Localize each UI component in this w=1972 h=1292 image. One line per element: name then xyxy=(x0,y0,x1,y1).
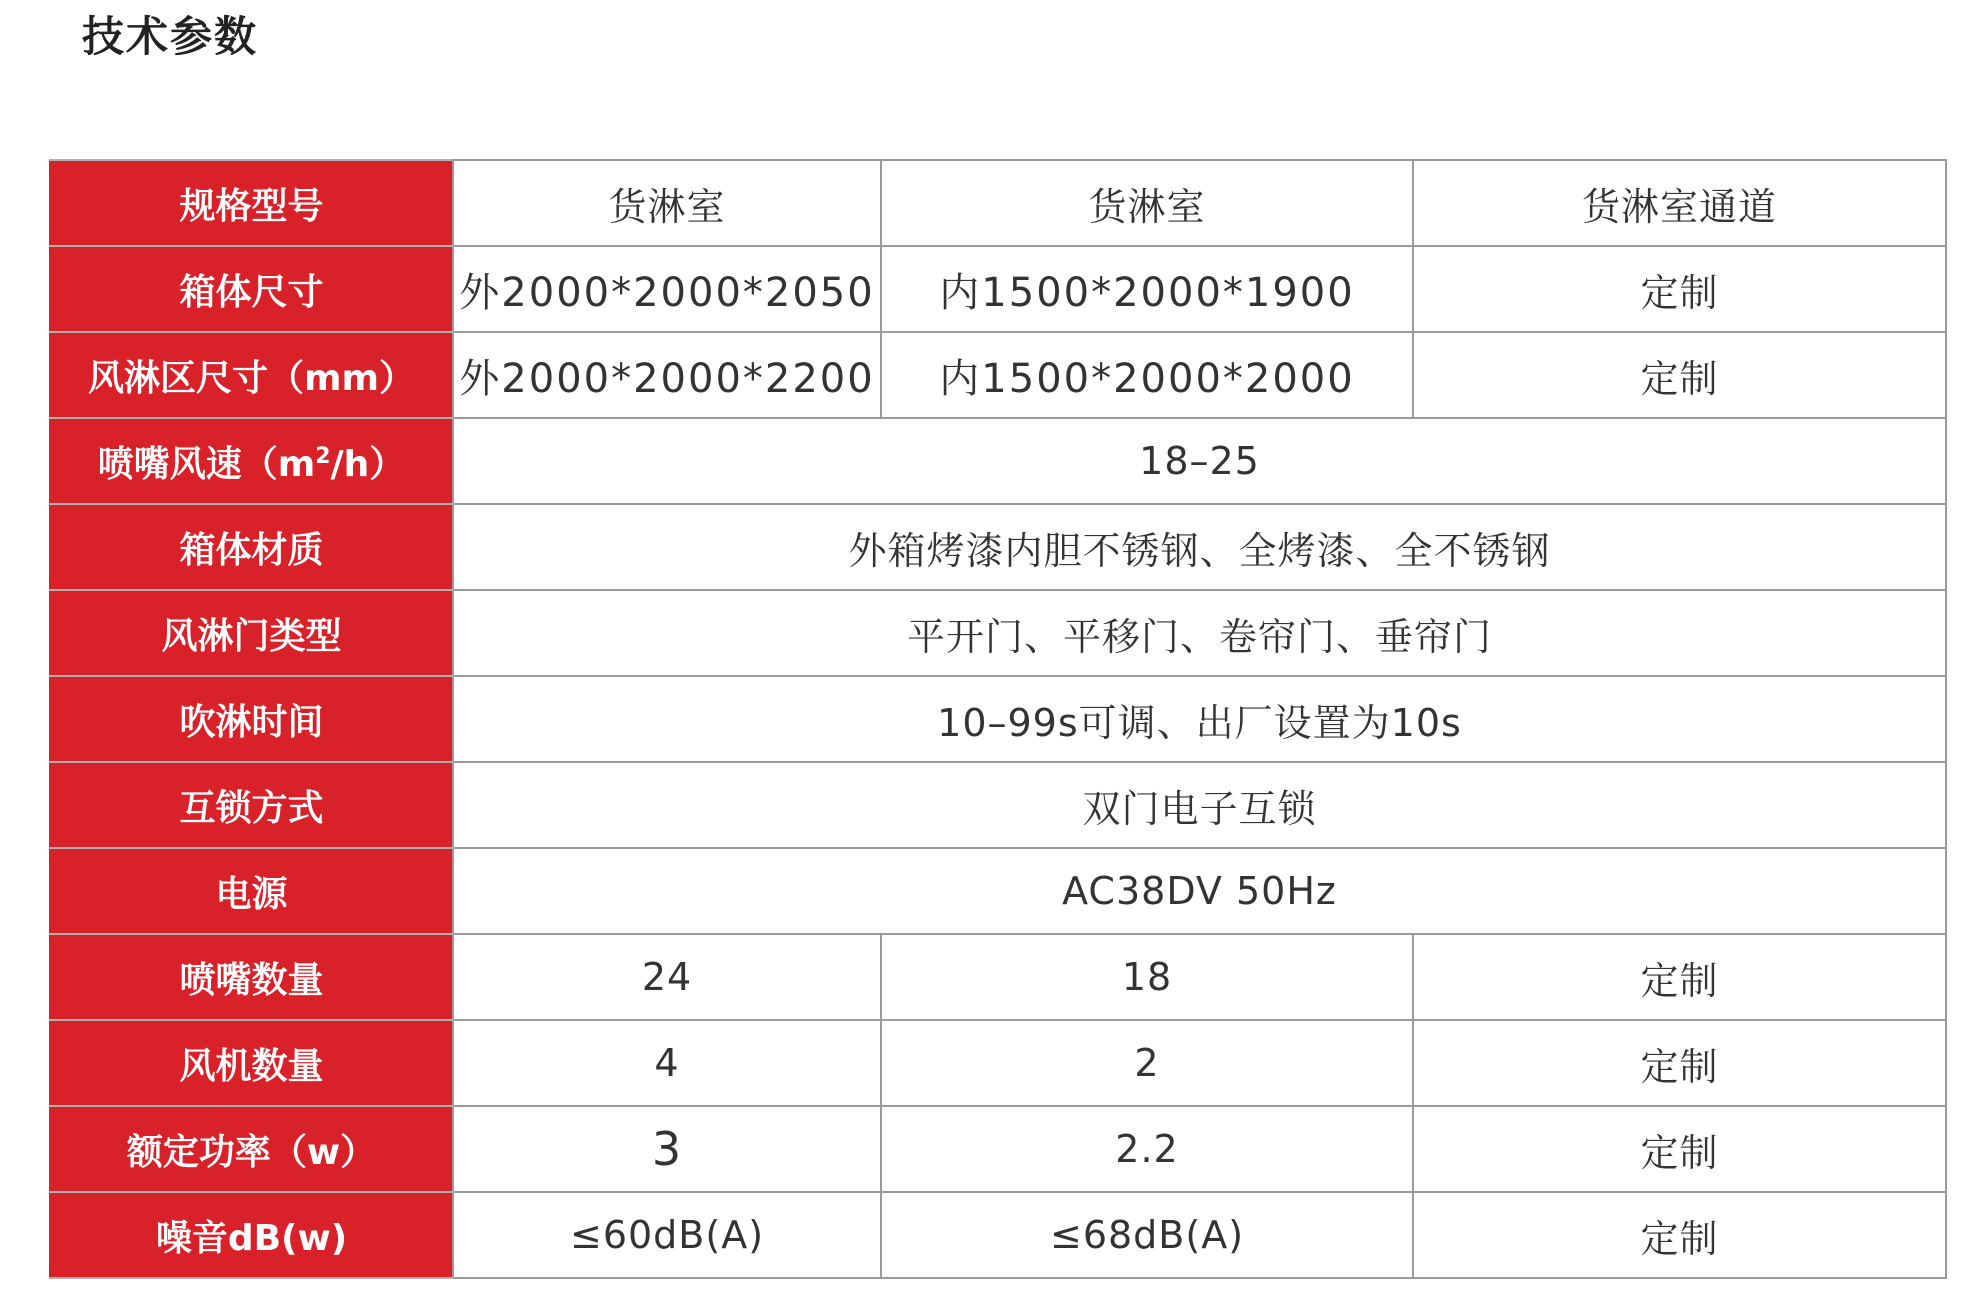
table-cell: 外2000*2000*2200 xyxy=(453,332,881,418)
table-cell: 4 xyxy=(453,1020,881,1106)
table-cell: 外箱烤漆内胆不锈钢、全烤漆、全不锈钢 xyxy=(453,504,1946,590)
table-cell: 货淋室 xyxy=(881,160,1413,246)
table-cell: AC38DV 50Hz xyxy=(453,848,1946,934)
row-label: 风机数量 xyxy=(50,1020,453,1106)
table-row-power-supply xyxy=(50,848,1946,934)
table-cell: 18–25 xyxy=(453,418,1946,504)
table-cell: 内1500*2000*2000 xyxy=(881,332,1413,418)
table-cell: 定制 xyxy=(1413,332,1946,418)
table-cell: 定制 xyxy=(1413,1106,1946,1192)
row-label: 箱体尺寸 xyxy=(50,246,453,332)
row-label: 噪音dB(w) xyxy=(50,1192,453,1278)
table-row-fan-count xyxy=(50,1020,1946,1106)
table-row-shower-size xyxy=(50,332,1946,418)
table-cell: 10–99s可调、出厂设置为10s xyxy=(453,676,1946,762)
table-row-shower-time xyxy=(50,676,1946,762)
table-cell: 货淋室通道 xyxy=(1413,160,1946,246)
table-cell: ≤60dB(A) xyxy=(453,1192,881,1278)
row-label: 喷嘴数量 xyxy=(50,934,453,1020)
label-superscript: 2 xyxy=(315,443,331,469)
table-row-rated-power xyxy=(50,1106,1946,1192)
table-row-noise xyxy=(50,1192,1946,1278)
label-text: 喷嘴风速（m xyxy=(97,443,316,485)
row-label: 电源 xyxy=(50,848,453,934)
table-cell: 3 xyxy=(453,1106,881,1192)
table-cell: 定制 xyxy=(1413,246,1946,332)
row-label: 额定功率（w） xyxy=(50,1106,453,1192)
row-label: 规格型号 xyxy=(50,160,453,246)
table-row-model xyxy=(50,160,1946,246)
table-row-material xyxy=(50,504,1946,590)
table-row-nozzle-speed xyxy=(50,418,1946,504)
table-cell: 货淋室 xyxy=(453,160,881,246)
table-cell: 18 xyxy=(881,934,1413,1020)
table-cell: 24 xyxy=(453,934,881,1020)
row-label xyxy=(50,418,453,504)
table-cell: 平开门、平移门、卷帘门、垂帘门 xyxy=(453,590,1946,676)
table-cell: 内1500*2000*1900 xyxy=(881,246,1413,332)
row-label: 吹淋时间 xyxy=(50,676,453,762)
table-row-interlock xyxy=(50,762,1946,848)
table-cell: 2 xyxy=(881,1020,1413,1106)
table-cell: 定制 xyxy=(1413,1192,1946,1278)
table-row-door-type xyxy=(50,590,1946,676)
row-label: 风淋区尺寸（mm） xyxy=(50,332,453,418)
table-cell: 定制 xyxy=(1413,1020,1946,1106)
row-label: 互锁方式 xyxy=(50,762,453,848)
spec-table xyxy=(49,159,1947,1279)
page-title: 技术参数 xyxy=(82,12,259,61)
table-row-box-size xyxy=(50,246,1946,332)
table-cell: 外2000*2000*2050 xyxy=(453,246,881,332)
table-row-nozzle-count xyxy=(50,934,1946,1020)
label-text-suffix: /h） xyxy=(330,443,406,485)
table-cell: 定制 xyxy=(1413,934,1946,1020)
table-cell: 2.2 xyxy=(881,1106,1413,1192)
table-cell: ≤68dB(A) xyxy=(881,1192,1413,1278)
row-label: 风淋门类型 xyxy=(50,590,453,676)
table-cell: 双门电子互锁 xyxy=(453,762,1946,848)
row-label: 箱体材质 xyxy=(50,504,453,590)
